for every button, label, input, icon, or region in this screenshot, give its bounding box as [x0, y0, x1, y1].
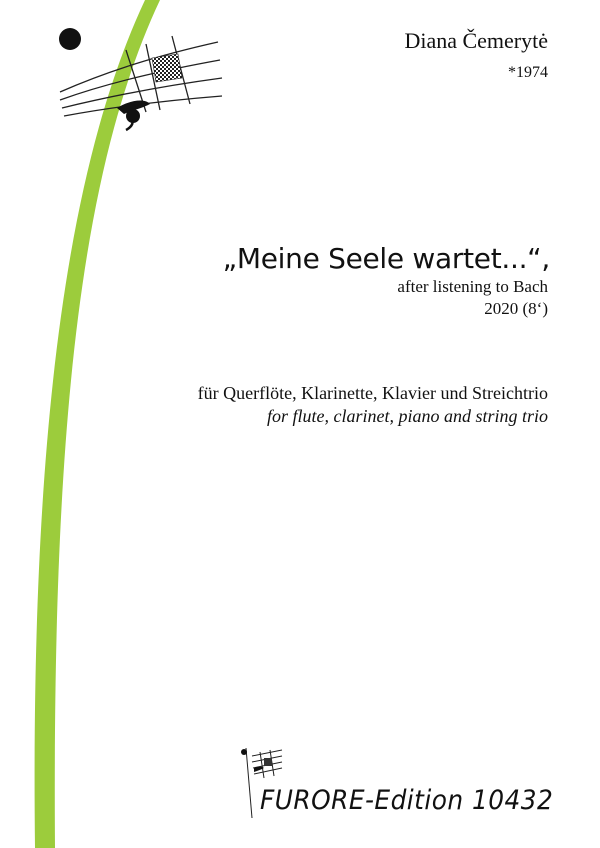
- instrumentation-english: for flute, clarinet, piano and string trio: [266, 406, 548, 426]
- composer-birth-year: *1974: [508, 64, 548, 81]
- green-stem-shape: [35, 0, 160, 848]
- work-title: „Meine Seele wartet...“,: [222, 242, 550, 275]
- composer-name: Diana Čemerytė: [404, 28, 548, 53]
- work-subtitle: after listening to Bach: [397, 277, 548, 296]
- publisher-edition: FURORE-Edition 10432: [260, 785, 554, 816]
- instrumentation-german: für Querflöte, Klarinette, Klavier und Streichtrio: [197, 383, 548, 403]
- note-dot-shape: [59, 28, 81, 50]
- work-year-duration: 2020 (8‘): [484, 299, 548, 318]
- checkered-cluster-shape: [152, 54, 182, 82]
